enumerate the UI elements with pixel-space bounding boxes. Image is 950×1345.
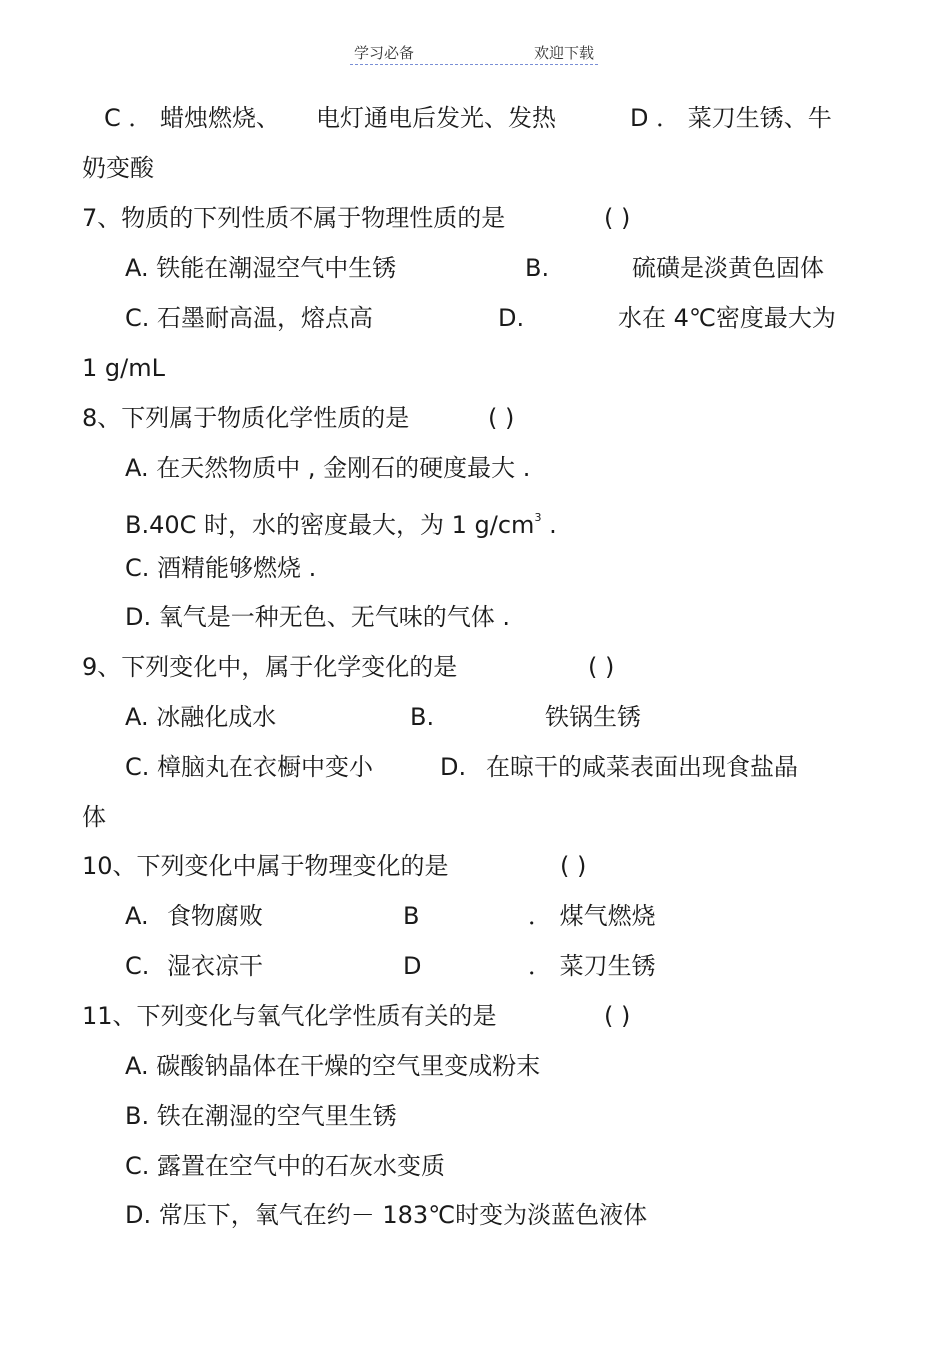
q10-answer-paren: ( )	[560, 852, 587, 880]
q10-option-d-text: ． 菜刀生锈	[528, 952, 656, 980]
q10-option-b-text: ． 煤气燃烧	[528, 902, 656, 930]
q7-option-b-label: B.	[525, 254, 550, 282]
q10-option-a-label: A.	[125, 902, 149, 930]
q11-answer-paren: ( )	[604, 1002, 631, 1030]
q6-option-c-text: 电灯通电后发光、发热	[316, 104, 556, 132]
q10-option-a-text: 食物腐败	[167, 902, 263, 930]
q10-option-c-label: C.	[125, 952, 150, 980]
q6-option-d-label: D ． 菜刀生锈、牛	[630, 104, 832, 132]
q9-stem-text: 9、下列变化中，属于化学变化的是	[82, 653, 458, 681]
q9-answer-paren: ( )	[588, 653, 615, 681]
q10-option-d-label: D	[403, 952, 422, 980]
q7-stem-text: 7、物质的下列性质不属于物理性质的是	[82, 204, 506, 232]
header-right-text: 欢迎下载	[533, 44, 594, 62]
q9-option-d-label: D.	[440, 753, 467, 781]
q7-option-d-label: D.	[498, 304, 525, 332]
q11-stem-text: 11、下列变化与氧气化学性质有关的是	[82, 1002, 497, 1030]
q7-option-c: C. 石墨耐高温，熔点高	[125, 304, 374, 332]
q9-option-b-text: 铁锅生锈	[545, 703, 641, 731]
q10-option-c-text: 湿衣凉干	[167, 952, 263, 980]
q8-option-b-text: B.40C 时，水的密度最大，为 1 g/cm	[125, 511, 535, 539]
q7-answer-paren: ( )	[604, 204, 631, 232]
q8-stem-text: 8、下列属于物质化学性质的是	[82, 404, 410, 432]
q9-option-d-text: 在晾干的咸菜表面出现食盐晶	[486, 753, 798, 781]
q8-option-b-superscript: 3	[534, 511, 542, 524]
q7-option-b-text: 硫磺是淡黄色固体	[632, 254, 824, 282]
q10-option-b-label: B	[403, 902, 420, 930]
q7-option-d-text: 水在 4℃密度最大为	[618, 304, 836, 332]
page-header	[350, 38, 598, 65]
q7-option-a: A. 铁能在潮湿空气中生锈	[125, 254, 397, 282]
q8-option-b-period: .	[541, 511, 557, 539]
q10-stem-text: 10、下列变化中属于物理变化的是	[82, 852, 449, 880]
q9-option-c: C. 樟脑丸在衣橱中变小	[125, 753, 374, 781]
q8-answer-paren: ( )	[488, 404, 515, 432]
q9-option-a: A. 冰融化成水	[125, 703, 277, 731]
header-left-text: 学习必备	[354, 44, 415, 62]
q6-option-c-label: C ． 蜡烛燃烧、	[104, 104, 281, 132]
q9-option-b-label: B.	[410, 703, 435, 731]
